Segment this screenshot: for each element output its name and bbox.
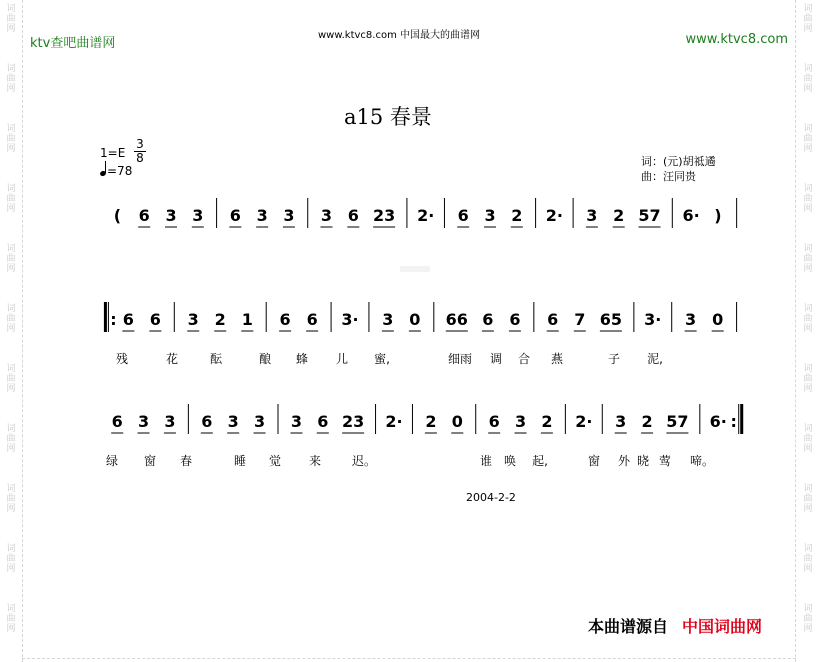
lyric-syllable: 泥, (647, 352, 663, 366)
note: 6 (482, 310, 494, 329)
note: 6 (347, 206, 359, 225)
watermark-text: 词 曲 网 (803, 604, 813, 634)
score-date: 2004-2-2 (466, 491, 516, 504)
note: 6 (317, 412, 329, 431)
note: 3 (187, 310, 199, 329)
lyric-syllable: 蜜, (374, 352, 390, 366)
lyric-syllable: 春 (179, 454, 193, 468)
note: 7 (574, 310, 586, 329)
lyric-syllable: 晓 (636, 454, 650, 468)
note: 2· (575, 412, 593, 431)
note: 2 (511, 206, 523, 225)
watermark-text: 词 曲 网 (6, 244, 16, 274)
lyric-syllable: 莺 (658, 454, 672, 468)
note: 2 (613, 206, 625, 225)
repeat-start: : (110, 310, 117, 329)
note: 3 (227, 412, 239, 431)
note: 3 (320, 206, 333, 225)
watermark-text: 词 曲 网 (803, 4, 813, 34)
watermark-text: 词 曲 网 (803, 184, 813, 214)
note: 6 (122, 310, 134, 329)
note: 6 (201, 412, 213, 431)
note: 3 (165, 206, 177, 225)
note: 2 (425, 412, 437, 431)
note: 2· (545, 206, 563, 225)
lyric-syllable: 蜂 (295, 352, 309, 366)
lyric-syllable: 残 (115, 352, 129, 366)
watermark-text: 词 曲 网 (803, 304, 813, 334)
watermark-text: 词 曲 网 (6, 64, 16, 94)
watermark-text: 词 曲 网 (6, 4, 16, 34)
footer-source-label: 本曲谱源自 (588, 617, 669, 636)
bottom-divider (22, 658, 796, 662)
note: 6· (682, 206, 700, 225)
note: ( (113, 206, 122, 225)
note: 6 (306, 310, 318, 329)
time-signature-top: 3 (136, 137, 144, 151)
note: 23 (372, 206, 396, 225)
lyric-syllable: 来 (308, 454, 322, 468)
note: 2· (417, 206, 435, 225)
lyric-syllable: 窗 (587, 454, 601, 468)
note: 3· (644, 310, 662, 329)
note: 3 (615, 412, 627, 431)
watermark-text: 词 曲 网 (6, 304, 16, 334)
lyric-syllable: 啼。 (689, 454, 715, 468)
watermark-text: 词 曲 网 (6, 364, 16, 394)
watermark-text: 词 曲 网 (803, 484, 813, 514)
note: 6· (709, 412, 727, 431)
watermark-text: 词 曲 网 (803, 244, 813, 274)
note: 2 (214, 310, 226, 329)
note: 65 (599, 310, 623, 329)
note: 57 (666, 412, 689, 431)
note: 6 (111, 412, 123, 431)
header-left-link[interactable]: ktv查吧曲谱网 (30, 36, 116, 51)
note: 3 (137, 412, 150, 431)
watermark-text: 词 曲 网 (6, 604, 16, 634)
tempo-value: =78 (107, 164, 133, 178)
note: 3· (341, 310, 359, 329)
watermark-text: 词 曲 网 (803, 544, 813, 574)
note: 6 (138, 206, 150, 225)
time-signature-bottom: 8 (134, 151, 146, 165)
lyric-syllable: 起, (532, 454, 548, 468)
lyric-syllable: 谁 (479, 454, 493, 468)
note: 3 (192, 206, 204, 225)
composer: 曲：汪同贵 (641, 170, 696, 183)
note: 3 (164, 412, 176, 431)
lyric-syllable: 觉 (268, 454, 282, 468)
note: 6 (279, 310, 291, 329)
key-signature: 1=E (100, 146, 126, 160)
note: 3 (382, 310, 394, 329)
header-center-text: www.ktvc8.com 中国最大的曲谱网 (318, 30, 481, 41)
note: 2· (385, 412, 403, 431)
lyric-syllable: 睡 (233, 454, 247, 468)
note: 3 (290, 412, 303, 431)
note: 3 (283, 206, 295, 225)
note: 0 (712, 310, 724, 329)
footer-source (588, 614, 762, 637)
watermark-text: 词 曲 网 (803, 124, 813, 154)
note: 3 (514, 412, 527, 431)
page-title: a15 春景 (344, 105, 432, 129)
note: 6 (509, 310, 521, 329)
note: 0 (409, 310, 421, 329)
note: 2 (641, 412, 653, 431)
note: 0 (451, 412, 463, 431)
watermark-text: 词 曲 网 (803, 64, 813, 94)
note: 57 (638, 206, 661, 225)
lyric-syllable: 合 (517, 352, 531, 366)
watermark-text: 词 曲 网 (6, 544, 16, 574)
watermark-text: 词 曲 网 (803, 364, 813, 394)
note: 1 (241, 310, 253, 329)
note: 23 (341, 412, 365, 431)
header-right-link[interactable]: www.ktvc8.com (685, 32, 788, 47)
note: 6 (488, 412, 500, 431)
note: 6 (149, 310, 161, 329)
lyric-syllable: 迟。 (351, 454, 377, 468)
lyric-syllable: 调 (489, 352, 503, 366)
note: 2 (541, 412, 553, 431)
lyric-syllable: 细雨 (447, 352, 473, 366)
watermark-text: 词 曲 网 (6, 424, 16, 454)
lyric-syllable: 酝 (209, 352, 223, 366)
lyric-syllable: 酿 (258, 352, 272, 366)
note: 6 (457, 206, 469, 225)
lyric-syllable: 花 (165, 352, 179, 366)
lyric-syllable: 儿 (335, 352, 349, 366)
watermark-text: 词 曲 网 (803, 424, 813, 454)
note: 3 (484, 206, 496, 225)
repeat-end: : (730, 412, 737, 431)
lyric-syllable: 燕 (550, 352, 564, 366)
note: 6 (547, 310, 559, 329)
lyric-syllable: 外 (617, 454, 631, 468)
note: 66 (445, 310, 468, 329)
lyric-syllable: 窗 (143, 454, 157, 468)
note: ) (714, 206, 722, 225)
note: 3 (256, 206, 268, 225)
note: 3 (685, 310, 697, 329)
lyric-syllable: 子 (607, 352, 621, 366)
lyricist: 词：(元)胡祗遹 (641, 155, 716, 168)
watermark-text: 词 曲 网 (6, 484, 16, 514)
note: 3 (253, 412, 266, 431)
watermark-text: 词 曲 网 (6, 184, 16, 214)
lyric-syllable: 绿 (105, 454, 119, 468)
note: 3 (586, 206, 598, 225)
note: 6 (229, 206, 241, 225)
footer-site-link[interactable]: 中国词曲网 (682, 617, 763, 636)
lyric-syllable: 唤 (503, 454, 517, 468)
watermark-text: 词 曲 网 (6, 124, 16, 154)
